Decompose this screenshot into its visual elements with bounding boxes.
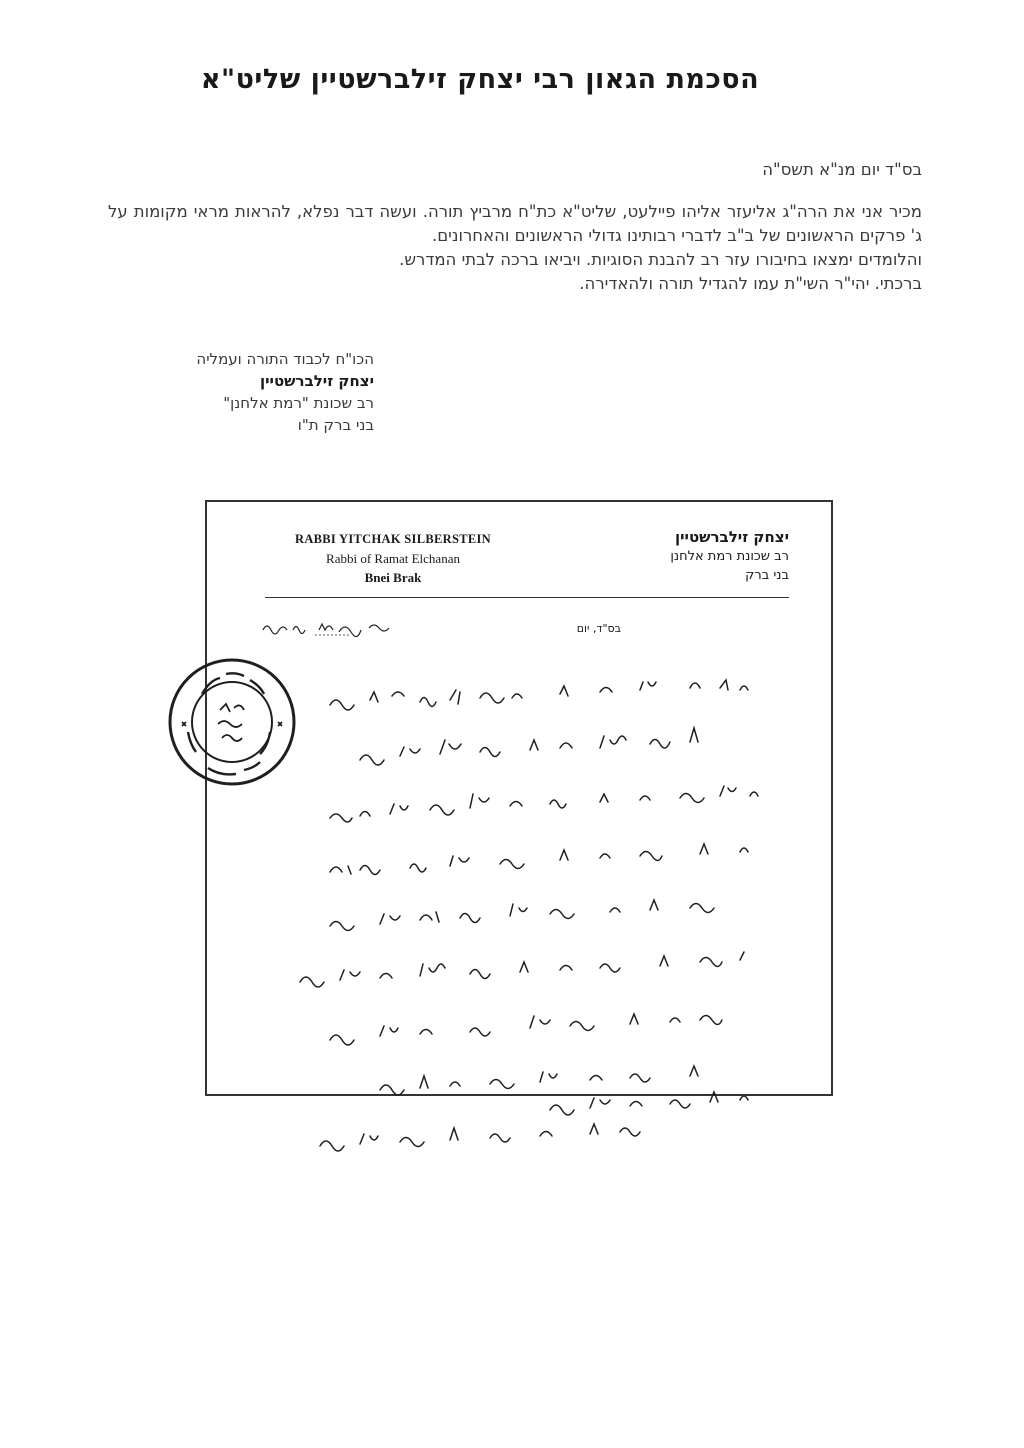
page-title: הסכמת הגאון רבי יצחק זילברשטיין שליט"א	[200, 64, 760, 95]
paragraph-1: מכיר אני את הרה"ג אליעזר אליהו פיילעט, שליט"א כת"ח מרביץ תורה. ועשה דבר נפלא, להראות מראי מקומות על ג' פרקים הראשונים של ב"ב לדברי רבותינו גדולי הראשונים והאחרונים.	[108, 202, 922, 245]
letter-date-label: בס"ד, יום	[576, 622, 621, 635]
signature-role: רב שכונת "רמת אלחנן"	[223, 394, 374, 412]
letterhead-en-name: RABBI YITCHAK SILBERSTEIN	[295, 532, 491, 546]
signature-name: יצחק זילברשטיין	[259, 372, 374, 390]
signature-city: בני ברק ת"ו	[297, 416, 374, 434]
rabbinical-seal	[162, 652, 302, 792]
document-date: בס"ד יום מנ"א תשס"ה	[762, 160, 922, 179]
signature-closing: הכו"ח לכבוד התורה ועמליה	[196, 350, 374, 368]
handwriting-strokes	[300, 680, 758, 1151]
letterhead-en-city: Bnei Brak	[364, 570, 422, 585]
letterhead-he-name: יצחק זילברשטיין	[674, 528, 789, 546]
letterhead-he-role: רב שכונת רמת אלחנן	[670, 549, 789, 564]
letterhead-he-city: בני ברק	[745, 568, 789, 583]
paragraph-2: והלומדים ימצאו בחיבורו עזר רב להבנת הסוגיות. ויביאו ברכה לבתי המדרש.	[399, 250, 922, 269]
letterhead-en-role: Rabbi of Ramat Elchanan	[326, 551, 460, 566]
paragraph-3: ברכתי. יהי"ר השי"ת עמו להגדיל תורה ולהאדירה.	[579, 274, 922, 293]
